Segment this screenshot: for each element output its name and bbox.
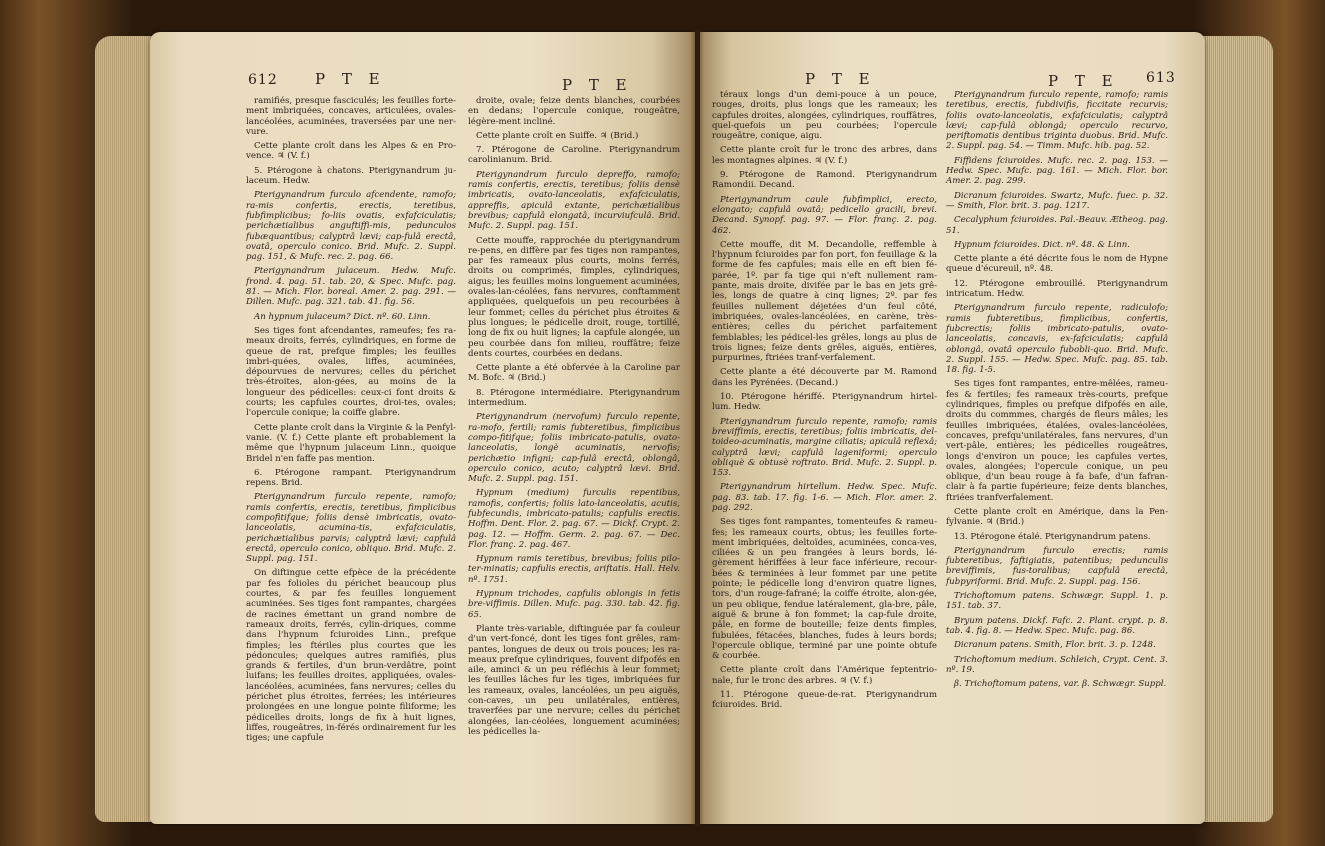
paragraph: Hypnum trichodes, capfulis oblongis in fetis bre-viffimis. Dillen. Mufc. pag. 330. tab. 42. fig. 65.: [468, 589, 680, 620]
paragraph: Cette mouffe, rapprochée du pterigynandrum re-pens, en diffère par fes tiges non rampantes, par fes rameaux plus courts, moins ferrés, droits ou comprimés, fimples, cylindriques, aigus; les feuilles moins longuement acuminées, ovales-lan-céolées, fans nervures, conftamment appliquées, quelquefois un peu recourbées à leur fommet; celles du périchet plus étroites & plus longues; le pédicelle droit, rouge, tortillé, long de fix ou huit lignes; la capfule alongée, un peu courbée dans fon milieu, rouffâtre; feize dents courtes, courbées en dedans.: [468, 235, 680, 359]
paragraph: Cecalyphum fciuroides. Pal.-Beauv. Ætheog. pag. 51.: [946, 215, 1168, 236]
paragraph: 9. Ptérogone de Ramond. Pterigynandrum Ramondii. Decand.: [712, 170, 937, 191]
paragraph: téraux longs d'un demi-pouce à un pouce, rouges, droits, plus longs que les rameaux; les capfules droites, alongées, cylindriques, rouffâtres, quel-quefois un peu courbées; l'opercule rougeâtre, conique, aigu.: [712, 90, 937, 142]
paragraph: 10. Ptérogone hériffé. Pterigynandrum hirtel-lum. Hedw.: [712, 392, 937, 413]
paragraph: Trichoftomum patens. Schwægr. Suppl. 1. p. 151. tab. 37.: [946, 591, 1168, 612]
paragraph: Cette mouffe, dit M. Decandolle, reffemble à l'hypnum fciuroides par fon port, fon feuillage & la forme de fes capfules; mais elle en eft bien fé-parée, 1º. par fa tige qui n'eft nullement ram-pante, mais droite, divifée par le bas en jets grê-les, longs de quatre à cinq lignes; 2º. par fes feuilles nullement déjetées d'un feul côté, imbriquées, ovales-lancéolées, en carène, très-entières; celles du périchet parfaitement femblables; les pédicel-les grêles, longs au plus de trois lignes; feize dents grêles, aiguës, entières, purpurines, ftriées tranf-verfalement.: [712, 239, 937, 364]
column-3: [712, 90, 937, 810]
column-4: [946, 90, 1168, 810]
right-running-head-1: P T E: [805, 70, 876, 88]
paragraph: Cette plante croît dans la Virginie & la Penfyl-vanie. (V. f.) Cette plante eft probablement la même que l'hypnum julaceum Linn., quoique Bridel n'en faffe pas mention.: [246, 422, 456, 464]
paragraph: Cette plante a été décrite fous le nom de Hypne queue d'écureuil, nº. 48.: [946, 254, 1168, 275]
paragraph: Ses tiges font afcendantes, rameufes; fes ra-meaux droits, ferrés, cylindriques, en forme de queue de rat, prefque fimples; les feuilles imbri-quées, ovales, liffes, acuminées, dépourvues de nervures; celles du périchet très-étroites, alon-gées, au moins de la longueur des pédicelles: ceux-ci font droits & courts; les capfules courtes, droi-tes, ovales; l'opercule conique; la coiffe glabre.: [246, 325, 456, 419]
paragraph: Pterigynandrum furculo repente, ramofo; ramis teretibus, erectis, fubdivifis, ficcitate recurvis; foliis ovato-lanceolatis, exfafciculatis; calyptrâ lævi; cap-fulâ oblongâ; operculo recurvo, periftomatis dentibus triginta duobus. Brid. Mufc. 2. Suppl. pag. 54. — Timm. Mufc. hib. pag. 52.: [946, 90, 1168, 152]
left-running-head-1: P T E: [315, 70, 386, 88]
paragraph: Pterigynandrum furculo erectis; ramis fubteretibus, faftigiatis, patentibus; pedunculis breviffimis, fus-toralibus; capfulâ erectâ, fubpyriformi. Brid. Mufc. 2. Suppl. pag. 156.: [946, 545, 1168, 587]
paragraph: 5. Ptérogone à chatons. Pterigynandrum ju-laceum. Hedw.: [246, 165, 456, 187]
paragraph: Pterigynandrum hirtellum. Hedw. Spec. Mufc. pag. 83. tab. 17. fig. 1-6. — Mich. Flor. amer. 2. pag. 292.: [712, 482, 937, 513]
page-edges-right: [1203, 36, 1273, 822]
right-page-number: 613: [1146, 70, 1176, 86]
paragraph: Pterigynandrum (nervofum) furculo repente, ra-mofo, fertili; ramis fubteretibus, fimplicibus compo-fitifque; foliis imbricato-patulis, ovato-lanceolatis, longè acuminatis, nervofis; perichætio infigni; cap-fulâ erectâ, oblongâ, operculo conico, acuto; calyptrâ lævi. Brid. Mufc. 2. Suppl. pag. 151.: [468, 412, 680, 485]
paragraph: Pterigynandrum julaceum. Hedw. Mufc. frond. 4. pag. 51. tab. 20, & Spec. Mufc. pag. 81. — Mich. Flor. boreal. Amer. 2. pag. 291. — Dillen. Mufc. pag. 321. tab. 41. fig. 56.: [246, 266, 456, 308]
paragraph: Pterigynandrum caule fubfimplici, erecto, elongato; capfulâ ovatâ; pedicello gracili, brevi. Decand. Synopf. pag. 97. — Flor. franç. 2. pag. 462.: [712, 194, 937, 236]
paragraph: Hypnum fciuroides. Dict. nº. 48. & Linn.: [954, 239, 1131, 250]
book-gutter: [690, 30, 704, 826]
left-page-number: 612: [248, 72, 278, 88]
column-1: [246, 96, 456, 816]
paragraph: 8. Ptérogone intermédiaire. Pterigynandrum intermedium.: [468, 387, 680, 409]
paragraph: Hypnum (medium) furculis repentibus, ramofis, confertis; foliis lato-lanceolatis, acutis, fubfecundis, imbricato-patulis; capfulis erectis. Hoffm. Dent. Flor. 2. pag. 67. — Dickf. Crypt. 2. pag. 12. — Hoffm. Germ. 2. pag. 67. — Dec. Flor. franç. 2. pag. 467.: [468, 488, 680, 550]
paragraph: An hypnum julaceum? Dict. nº. 60. Linn.: [254, 311, 431, 322]
paragraph: 12. Ptérogone embrouillé. Pterigynandrum intricatum. Hedw.: [946, 278, 1168, 300]
page-edges-left: [95, 36, 153, 822]
paragraph: Pterigynandrum furculo repente, ramofo; ramis confertis, erectis, teretibus, fimplicibus compofitifque; foliis densè imbricatis, ovato-lanceolatis, acumina-tis, exfafciculatis, perichætialibus parvis; calyptrâ lævi; capfulâ erectâ, operculo conico, obliquo. Brid. Mufc. 2. Suppl. pag. 151.: [246, 492, 456, 565]
paragraph: β. Trichoftomum patens, var. β. Schwægr. Suppl.: [954, 679, 1167, 690]
paragraph: Cette plante a été découverte par M. Ramond dans les Pyrénées. (Decand.): [712, 367, 937, 388]
paragraph: Hypnum ramis teretibus, brevibus; foliis pilo-ter-minatis; capfulis erectis, ariftatis. Hall. Helv. nº. 1751.: [468, 554, 680, 585]
right-running-head-2: P T E: [1048, 72, 1119, 90]
paragraph: Dicranum fciuroides. Swartz, Mufc. fuec. p. 32. — Smith, Flor. brit. 3. pag. 1217.: [946, 190, 1168, 211]
paragraph: Cette plante croît en Amérique, dans la Pen-fylvanie. ♃ (Brid.): [946, 506, 1168, 528]
paragraph: ramifiés, presque fasciculés; les feuilles forte-ment imbriquées, concaves, articulées, ovales-lancéolées, acuminées, traversées par une ner-vure.: [246, 96, 456, 137]
paragraph: Cette plante croît en Suiffe. ♃ (Brid.): [476, 130, 639, 141]
paragraph: 6. Ptérogone rampant. Pterigynandrum repens. Brid.: [246, 467, 456, 489]
paragraph: 13. Ptérogone étalé. Pterigynandrum patens.: [954, 531, 1151, 542]
paragraph: Fiffidens fciuroides. Mufc. rec. 2. pag. 153. — Hedw. Spec. Mufc. pag. 161. — Mich. Flor. bor. Amer. 2. pag. 299.: [946, 155, 1168, 187]
paragraph: Cette plante croît fur le tronc des arbres, dans les montagnes alpines. ♃ (V. f.): [712, 145, 937, 166]
paragraph: Cette plante croît dans l'Amérique feptentrio-nale, fur le tronc des arbres. ♃ (V. f.): [712, 665, 937, 686]
paragraph: Trichoftomum medium. Schleich, Crypt. Cent. 3. nº. 19.: [946, 654, 1168, 675]
paragraph: 11. Ptérogone queue-de-rat. Pterigynandrum fciuroides. Brid.: [712, 690, 937, 711]
paragraph: 7. Ptérogone de Caroline. Pterigynandrum carolinianum. Brid.: [468, 145, 680, 166]
paragraph: Cette plante croît dans les Alpes & en Pro-vence. ♃ (V. f.): [246, 141, 456, 162]
column-2: [468, 96, 680, 816]
paragraph: Cette plante a été obfervée à la Caroline par M. Bofc. ♃ (Brid.): [468, 363, 680, 384]
paragraph: Bryum patens. Dickf. Fafc. 2. Plant. crypt. p. 8. tab. 4. fig. 8. — Hedw. Spec. Mufc. pag. 86.: [946, 615, 1168, 636]
paragraph: Pterigynandrum furculo repente, radiculofo; ramis fubteretibus, fimplicibus, confertis, fubcrectis; foliis imbricato-patulis, ovato-lanceolatis, concavis, ex-fafciculatis; capfulâ oblongâ, ovatâ operculo fubobli-quo. Brid. Mufc. 2. Suppl. 155. — Hedw. Spec. Mufc. pag. 85. tab. 18. fig. 1-5.: [946, 303, 1168, 376]
paragraph: Plante très-variable, diftinguée par fa couleur d'un vert-foncé, dont les tiges font grêles, ram-pantes, longues de deux ou trois pouces; les ra-meaux prefque cylindriques, fouvent difpofés en aile, aminci & un peu réfléchis à leur fommet; les feuilles lâches fur les tiges, imbriquées fur les rameaux, ovales, lancéolées, un peu aiguës, con-caves, un peu unilatérales, entières, traverfées par une nervure; celles du périchet alongées, lan-céolées, longuement acuminées; les pédicelles la-: [468, 623, 680, 737]
paragraph: Dicranum patens. Smith, Flor. brit. 3. p. 1248.: [954, 640, 1156, 651]
paragraph: On diftingue cette efpèce de la précédente par fes folioles du périchet beaucoup plus courtes, & par fes feuilles longuement acuminées. Ses tiges font rampantes, chargées de racines émettant un grand nombre de rameaux droits, ferrés, cylin-driques, comme dans l'hypnum fciuroides Linn., prefque fimples; les ftériles plus courtes que les pédoncules; quelques autres ramifiés, plus grands & fertiles, d'un brun-verdâtre, point luifans; les feuilles droites, appliquées, ovales-lancéolées, acuminées, fans nervures; celles du périchet plus étroites, ferrées; les intérieures prolongées en une longue pointe filiforme; les pédicelles droits, longs de fix à huit lignes, liffes, rougeâtres, in-férés ordinairement fur les tiges; une capfule: [246, 568, 456, 744]
paragraph: Ses tiges font rampantes, tomenteufes & rameu-fes; les rameaux courts, obtus; les feuilles forte-ment imbriquées, deltoïdes, acuminées, conca-ves, ciliées & un peu frangées à leurs bords, lé-gèrement hériffées à leur face inférieure, recour-bées & terminées à leur fommet par une petite pointe; le pédicelle long d'environ quatre lignes, tors, d'un rouge-fafrané; la coiffe étroite, alon-gée, un peu oblique, fendue latéralement, gla-bre, pâle, aiguë & brune à fon fommet; la cap-fule droite, pâle, en forme de bouteille; feize dents fimples, fubulées, fétacées, blanches, fudes à leurs bords; l'opercule oblique, terminé par une pointe obtufe & courbée.: [712, 517, 937, 662]
left-running-head-2: P T E: [562, 76, 633, 94]
paragraph: Ses tiges font rampantes, entre-mêlées, rameu-fes & fertiles; fes rameaux très-courts, prefque cylindriques, fimples ou prefque difpofés en aile, droits du commmes, chargés de fleurs mâles; les feuilles imbriquées, étalées, ovales-lancéolées, concaves, prefqu'unilatérales, fans nervures, d'un vert-pâle, entières; les pédicelles rougeâtres, longs d'environ un pouce; les capfules vertes, ovales, alongées; l'opercule conique, un peu oblique, d'un beau rouge à fa bafe, d'un fafran-clair à fa partie fupérieure; feize dents blanches, ftriées tranfverfalement.: [946, 379, 1168, 503]
paragraph: droite, ovale; feize dents blanches, courbées en dedans; l'opercule conique, rougeâtre, légère-ment incliné.: [468, 96, 680, 127]
paragraph: Pterigynandrum furculo repente, ramofo; ramis breviffimis, erectis, teretibus; foliis imbricatis, del-toideo-acuminatis, margine ciliatis; apiculâ reflexâ; calyptrâ lævi; capfulâ lageniformi; operculo obliquè & obtusè roftrato. Brid. Mufc. 2. Suppl. p. 153.: [712, 416, 937, 479]
paragraph: Pterigynandrum furculo depreffo, ramofo; ramis confertis, erectis, teretibus; foliis densè imbricatis, ovato-lanceolatis, exfafciculatis, appreffis, apiculâ extante, perichætialibus brevibus; capfulâ elongatâ, incurviufculâ. Brid. Mufc. 2. Suppl. pag. 151.: [468, 169, 680, 232]
paragraph: Pterigynandrum furculo afcendente, ramofo; ra-mis confertis, erectis, teretibus, fubfimplicibus; fo-liis ovatis, exfafciculatis; perichætialibus anguftiffi-mis, pedunculos fubæquantibus; calyptrâ lævi; cap-fulâ erectâ, ovatâ, operculo conico. Brid. Mufc. 2. Suppl. pag. 151, & Mufc. rec. 2. pag. 66.: [246, 190, 456, 263]
